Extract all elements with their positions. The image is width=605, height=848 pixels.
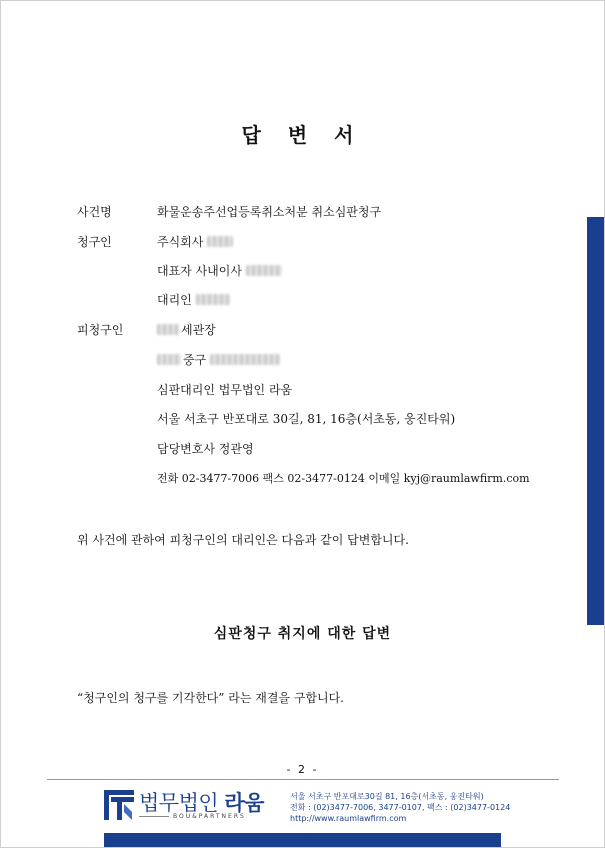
representative-text: 대표자 사내이사 bbox=[157, 264, 242, 278]
firm-logo-icon bbox=[104, 790, 134, 820]
field-value-respondent bbox=[157, 322, 216, 338]
intro-paragraph: 위 사건에 관하여 피청구인의 대리인은 다음과 같이 답변합니다. bbox=[77, 533, 409, 547]
section-title: 심판청구 취지에 대한 답변 bbox=[213, 626, 392, 642]
field-value-case-name: 화물운송주선업등록취소처분 취소심판청구 bbox=[157, 205, 382, 219]
field-value-trial-agent: 심판대리인 법무법인 라움 bbox=[157, 383, 293, 397]
redacted-block bbox=[157, 324, 179, 335]
firm-logo-subtitle: BOU&PARTNERS bbox=[173, 813, 246, 820]
footer-accent-bar bbox=[104, 833, 501, 847]
respondent-text: 세관장 bbox=[181, 323, 216, 337]
page-number: - 2 - bbox=[286, 763, 319, 776]
document-title: 답 변 서 bbox=[241, 123, 364, 147]
redacted-block bbox=[207, 236, 233, 247]
redacted-block bbox=[210, 354, 280, 365]
field-value-attorney: 담당변호사 정관영 bbox=[157, 442, 254, 456]
claimant-company-text: 주식회사 bbox=[157, 235, 204, 249]
field-label-case-name: 사건명 bbox=[77, 205, 112, 219]
agent-text: 대리인 bbox=[157, 293, 192, 307]
respondent-address-text: 중구 bbox=[183, 353, 207, 367]
field-value-claimant bbox=[157, 234, 233, 250]
field-label-respondent: 피청구인 bbox=[77, 323, 124, 337]
firm-name-part: 법무법인 bbox=[139, 791, 225, 815]
footer-website[interactable]: http://www.raumlawfirm.com bbox=[290, 814, 407, 823]
field-value-representative bbox=[157, 263, 282, 279]
field-value-contact: 전화 02-3477-7006 팩스 02-3477-0124 이메일 kyj@raumlawfirm.com bbox=[157, 472, 530, 485]
footer-divider bbox=[47, 779, 559, 780]
firm-name-bold: 라움 bbox=[224, 791, 264, 815]
redacted-block bbox=[196, 294, 230, 305]
field-value-agent-address: 서울 서초구 반포대로 30길, 81, 16층(서초동, 웅진타워) bbox=[157, 412, 456, 426]
field-value-agent bbox=[157, 292, 230, 308]
redacted-block bbox=[246, 265, 282, 276]
logo-sub-divider bbox=[139, 816, 169, 817]
footer-address: 서울 서초구 반포대로30길 81, 16층(서초동, 웅진타워) bbox=[290, 792, 484, 801]
side-accent-bar bbox=[587, 217, 604, 625]
redacted-block bbox=[157, 354, 181, 365]
field-value-respondent-address bbox=[157, 352, 280, 368]
footer-phone: 전화 : (02)3477-7006, 3477-0107, 팩스 : (02)3477-0124 bbox=[290, 803, 511, 812]
claim-text: “청구인의 청구를 기각한다” 라는 재결을 구합니다. bbox=[77, 691, 344, 705]
field-label-claimant: 청구인 bbox=[77, 235, 112, 249]
